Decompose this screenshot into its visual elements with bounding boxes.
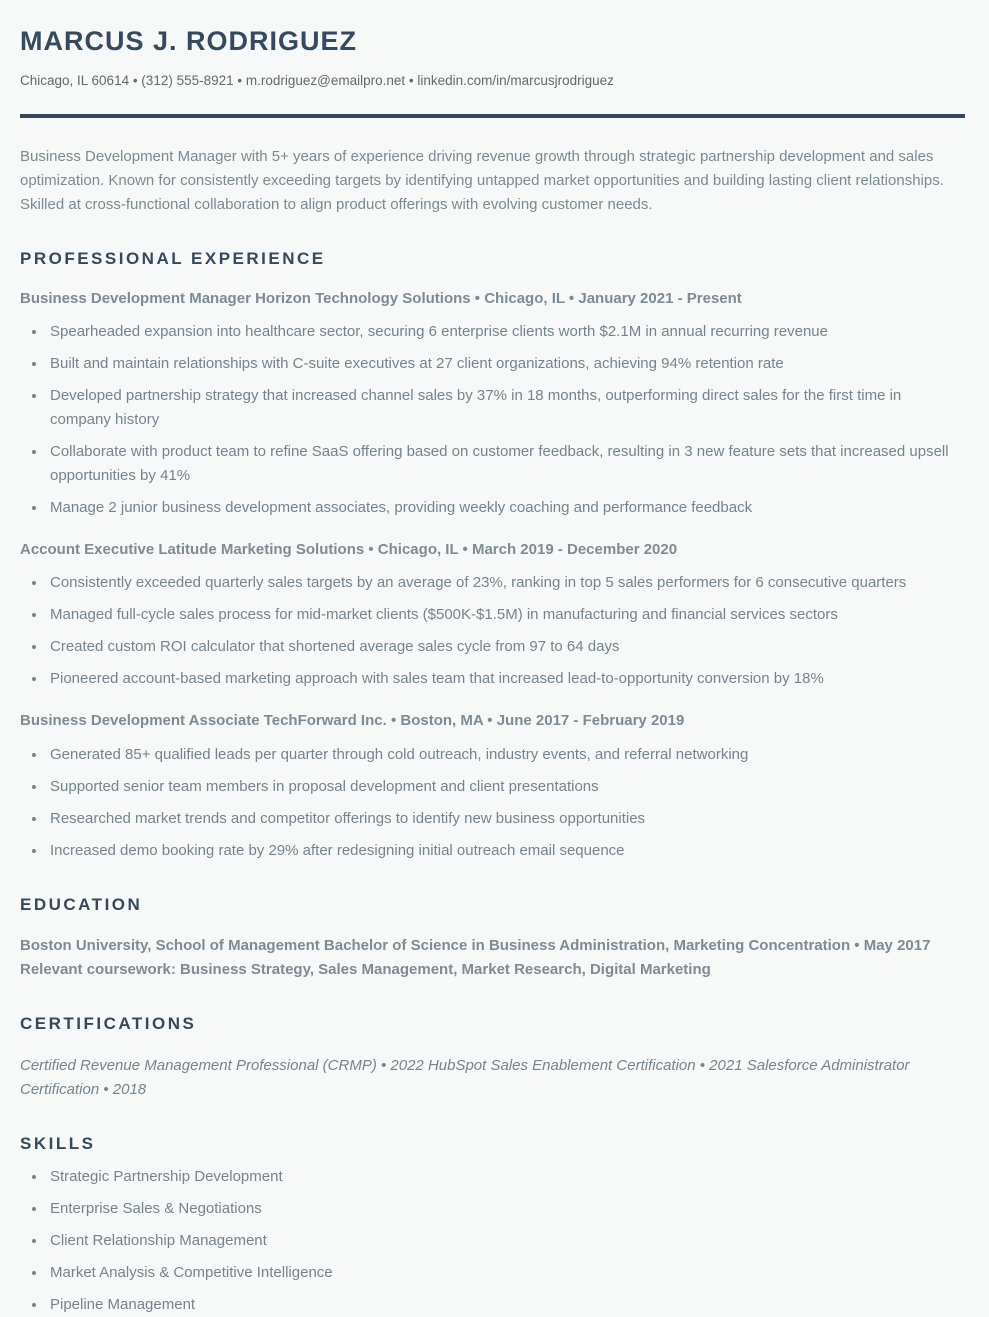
job-bullet: • Collaborate with product team to refine SaaS offering based on customer feedback, resulting in 3 new feature sets that increased upsell opportunities by 41% bbox=[47, 440, 965, 488]
job-bullet: • Built and maintain relationships with C-suite executives at 27 client organizations, achieving 94% retention rate bbox=[47, 352, 965, 376]
job-2-bullet-list bbox=[20, 571, 965, 691]
resume-document bbox=[0, 26, 989, 1317]
job-bullet: • Pioneered account-based marketing approach with sales team that increased lead-to-opportunity conversion by 18% bbox=[47, 667, 965, 691]
job-1-bullet-list bbox=[20, 320, 965, 520]
contact-line: Chicago, IL 60614 • (312) 555-8921 • m.rodriguez@emailpro.net • linkedin.com/in/marcusjrodriguez bbox=[20, 73, 614, 89]
section-heading-skills: SKILLS bbox=[20, 1133, 96, 1153]
skill-item: • Strategic Partnership Development bbox=[47, 1165, 965, 1189]
skill-item: • Pipeline Management bbox=[47, 1293, 965, 1317]
section-heading-education: EDUCATION bbox=[20, 894, 143, 914]
education-text: Boston University, School of Management Bachelor of Science in Business Administration, Marketing Concentration • May 2017 Relevant coursework: Business Strategy, Sales Management, Market Research, Digital Marketing bbox=[20, 937, 931, 979]
job-bullet: • Developed partnership strategy that increased channel sales by 37% in 18 months, outperforming direct sales for the first time in company history bbox=[47, 384, 965, 432]
summary-paragraph: Business Development Manager with 5+ years of experience driving revenue growth through strategic partnership development and sales optimization. Known for consistently exceeding targets by identifying untapped market opportunities and building lasting client relationships. Skilled at cross-functional collaboration to align product offerings with evolving customer needs. bbox=[20, 147, 944, 213]
job-bullet: • Manage 2 junior business development associates, providing weekly coaching and performance feedback bbox=[47, 496, 965, 520]
section-heading-experience: PROFESSIONAL EXPERIENCE bbox=[20, 248, 326, 268]
job-bullet: • Supported senior team members in proposal development and client presentations bbox=[47, 775, 965, 799]
skill-item: • Enterprise Sales & Negotiations bbox=[47, 1197, 965, 1221]
job-title-2: Account Executive Latitude Marketing Solutions • Chicago, IL • March 2019 - December 2020 bbox=[20, 541, 678, 559]
resume-name: MARCUS J. RODRIGUEZ bbox=[20, 26, 358, 56]
job-bullet: • Generated 85+ qualified leads per quarter through cold outreach, industry events, and referral networking bbox=[47, 743, 965, 767]
job-bullet: • Managed full-cycle sales process for mid-market clients ($500K-$1.5M) in manufacturing and financial services sectors bbox=[47, 603, 965, 627]
section-heading-certifications: CERTIFICATIONS bbox=[20, 1014, 197, 1034]
job-bullet: • Spearheaded expansion into healthcare sector, securing 6 enterprise clients worth $2.1M in annual recurring revenue bbox=[47, 320, 965, 344]
job-bullet: • Consistently exceeded quarterly sales targets by an average of 23%, ranking in top 5 sales performers for 6 consecutive quarters bbox=[47, 571, 965, 595]
job-bullet: • Created custom ROI calculator that shortened average sales cycle from 97 to 64 days bbox=[47, 635, 965, 659]
job-title-3: Business Development Associate TechForward Inc. • Boston, MA • June 2017 - February 2019 bbox=[20, 712, 685, 730]
job-title-1: Business Development Manager Horizon Technology Solutions • Chicago, IL • January 2021 - Present bbox=[20, 289, 742, 307]
job-bullet: • Increased demo booking rate by 29% after redesigning initial outreach email sequence bbox=[47, 839, 965, 863]
skill-item: • Client Relationship Management bbox=[47, 1229, 965, 1253]
header-divider bbox=[20, 114, 965, 118]
job-bullet: • Researched market trends and competitor offerings to identify new business opportunities bbox=[47, 807, 965, 831]
job-3-bullet-list bbox=[20, 743, 965, 863]
skills-list bbox=[20, 1165, 965, 1317]
skill-item: • Market Analysis & Competitive Intelligence bbox=[47, 1261, 965, 1285]
certifications-text: Certified Revenue Management Professional (CRMP) • 2022 HubSpot Sales Enablement Certification • 2021 Salesforce Administrator Certification • 2018 bbox=[20, 1056, 910, 1098]
